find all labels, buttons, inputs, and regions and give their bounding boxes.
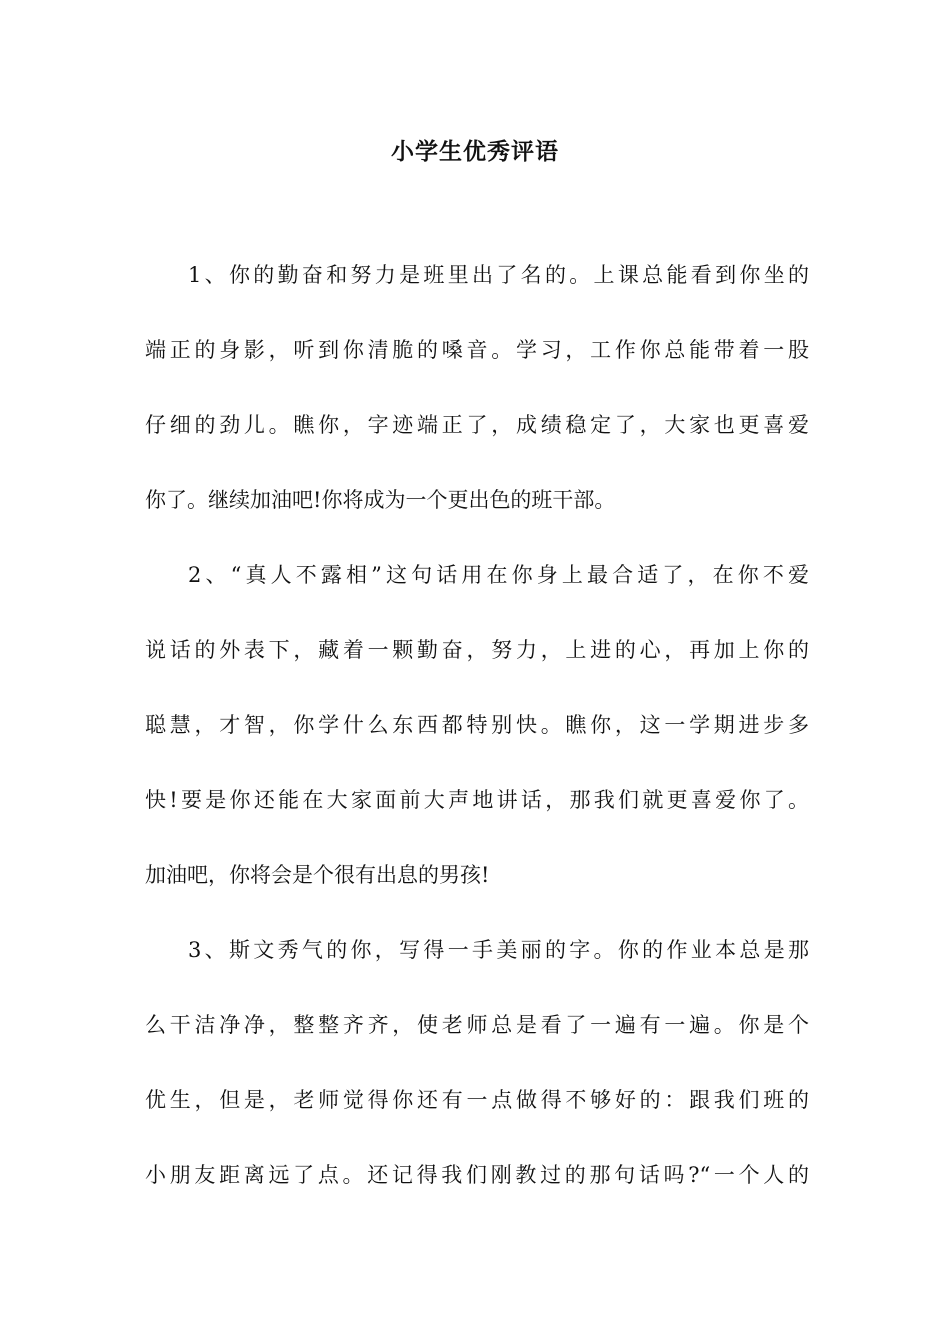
paragraph-3-line-4: 小朋友距离远了点。还记得我们刚教过的那句话吗?“一个人的: [145, 1163, 809, 1187]
document-title: 小学生优秀评语: [391, 138, 559, 165]
paragraph-3-line-3: 优生，但是，老师觉得你还有一点做得不够好的：跟我们班的: [145, 1088, 809, 1112]
paragraph-1-line-2: 端正的身影，听到你清脆的嗓音。学习，工作你总能带着一股: [145, 338, 809, 362]
paragraph-1-line-3: 仔细的劲儿。瞧你，字迹端正了，成绩稳定了，大家也更喜爱: [145, 413, 809, 437]
paragraph-2-line-3: 聪慧，才智，你学什么东西都特别快。瞧你，这一学期进步多: [145, 713, 809, 737]
paragraph-2-line-5: 加油吧，你将会是个很有出息的男孩!: [145, 863, 490, 887]
paragraph-2-line-1: 2、“真人不露相”这句话用在你身上最合适了，在你不爱: [188, 563, 809, 587]
paragraph-2-line-4: 快!要是你还能在大家面前大声地讲话，那我们就更喜爱你了。: [145, 788, 809, 812]
document-body: [145, 253, 809, 1228]
paragraph-3-line-2: 么干洁净净，整整齐齐，使老师总是看了一遍有一遍。你是个: [145, 1013, 809, 1037]
paragraph-2-line-2: 说话的外表下，藏着一颗勤奋，努力，上进的心，再加上你的: [145, 638, 809, 662]
paragraph-1-line-1: 1、你的勤奋和努力是班里出了名的。上课总能看到你坐的: [188, 263, 809, 287]
paragraph-1-line-4: 你了。继续加油吧!你将成为一个更出色的班干部。: [145, 488, 616, 512]
paragraph-3-line-1: 3、斯文秀气的你，写得一手美丽的字。你的作业本总是那: [188, 938, 809, 962]
